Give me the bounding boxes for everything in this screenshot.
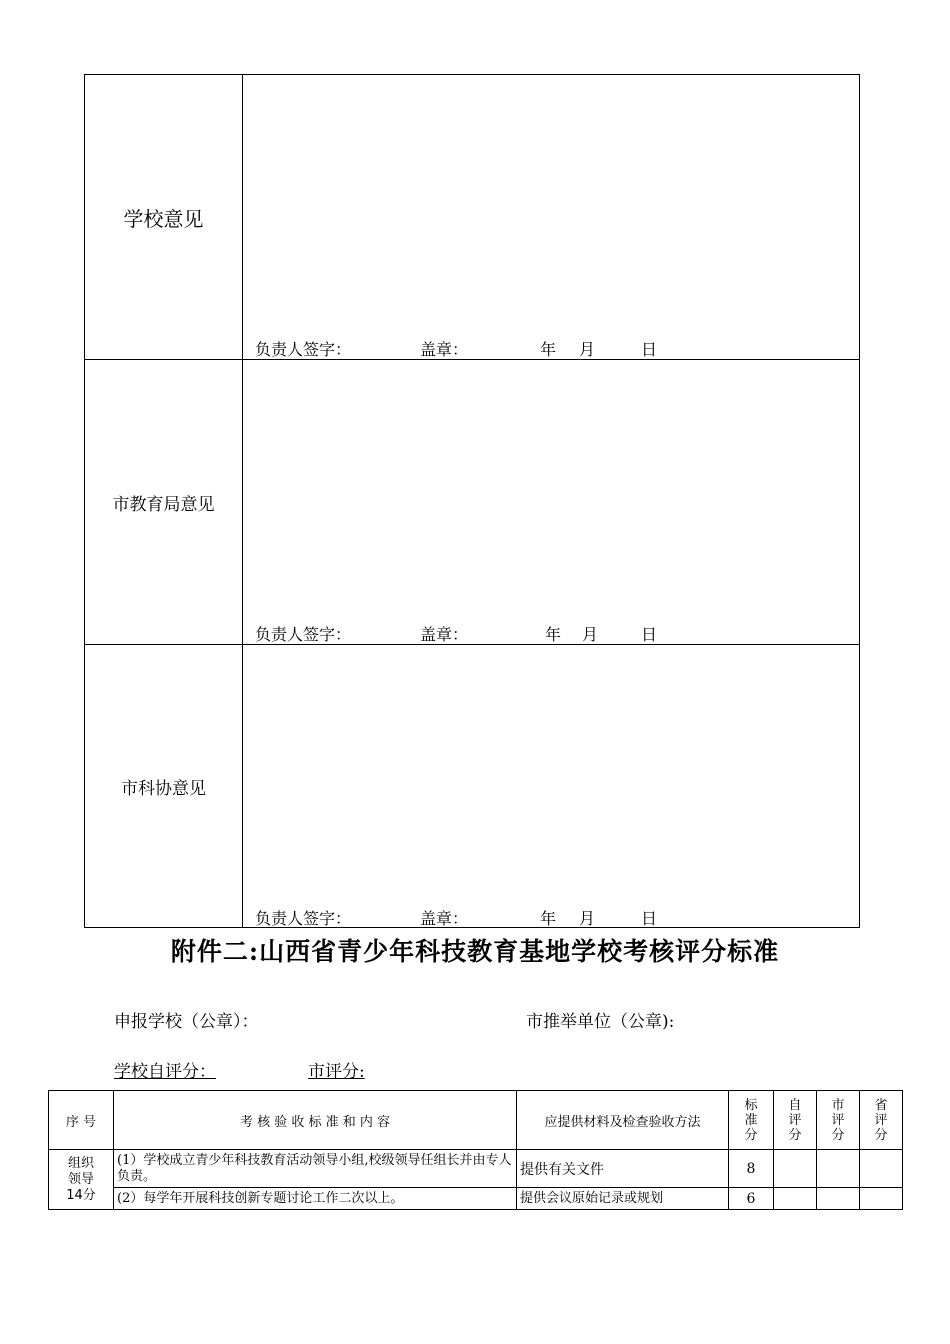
seal-label: 盖章： [420,340,469,359]
table-header-row [49,1091,903,1150]
recommend-unit-label: 市推举单位（公章): [526,1012,675,1032]
month-label: 月 [579,909,596,928]
row-self-score[interactable] [774,1188,817,1210]
row-score: 6 [729,1188,774,1210]
category-cell: 组织 领导 14分 [49,1150,114,1210]
education-bureau-opinion-row [85,360,859,645]
year-label: 年 [540,909,557,928]
opinion-table [84,74,860,928]
row-city-score[interactable] [817,1150,860,1188]
year-label: 年 [545,625,562,644]
header-seq: 序 号 [49,1091,114,1150]
day-label: 日 [641,625,658,644]
apply-school-label: 申报学校（公章）： [114,1012,259,1032]
header-city-score: 市 评 分 [817,1091,860,1150]
scoring-table [48,1090,903,1210]
signature-person-label: 负责人签字： [255,340,352,359]
row-method: 提供有关文件 [517,1150,729,1188]
table-row [49,1188,903,1210]
header-method: 应提供材料及检查验收方法 [517,1091,729,1150]
month-label: 月 [582,625,599,644]
science-association-opinion-row [85,645,859,928]
seal-label: 盖章： [420,909,469,928]
signature-person-label: 负责人签字： [255,909,352,928]
document-title: 附件二:山西省青少年科技教育基地学校考核评分标准 [170,937,780,966]
table-row [49,1150,903,1188]
row-score: 8 [729,1150,774,1188]
row-province-score[interactable] [860,1150,903,1188]
seal-label: 盖章： [420,625,469,644]
row-method: 提供会议原始记录或规划 [517,1188,729,1210]
self-score-label: 学校自评分： [114,1062,216,1082]
row-city-score[interactable] [817,1188,860,1210]
score-summary-line [114,1057,376,1082]
month-label: 月 [579,340,596,359]
day-label: 日 [641,909,658,928]
header-content: 考 核 验 收 标 准 和 内 容 [114,1091,517,1150]
header-standard-score: 标 准 分 [729,1091,774,1150]
row-content: (2）每学年开展科技创新专题讨论工作二次以上。 [114,1188,517,1210]
school-opinion-row [85,75,859,360]
row-self-score[interactable] [774,1150,817,1188]
education-bureau-opinion-label: 市教育局意见 [85,360,243,644]
signature-person-label: 负责人签字： [255,625,352,644]
city-score-label: 市评分: [308,1062,365,1082]
header-self-score: 自 评 分 [774,1091,817,1150]
science-association-opinion-label: 市科协意见 [85,645,243,928]
row-content: (1）学校成立青少年科技教育活动领导小组,校级领导任组长并由专人负责。 [114,1150,517,1188]
year-label: 年 [540,340,557,359]
day-label: 日 [641,340,658,359]
header-province-score: 省 评 分 [860,1091,903,1150]
school-opinion-label: 学校意见 [85,75,243,359]
row-province-score[interactable] [860,1188,903,1210]
